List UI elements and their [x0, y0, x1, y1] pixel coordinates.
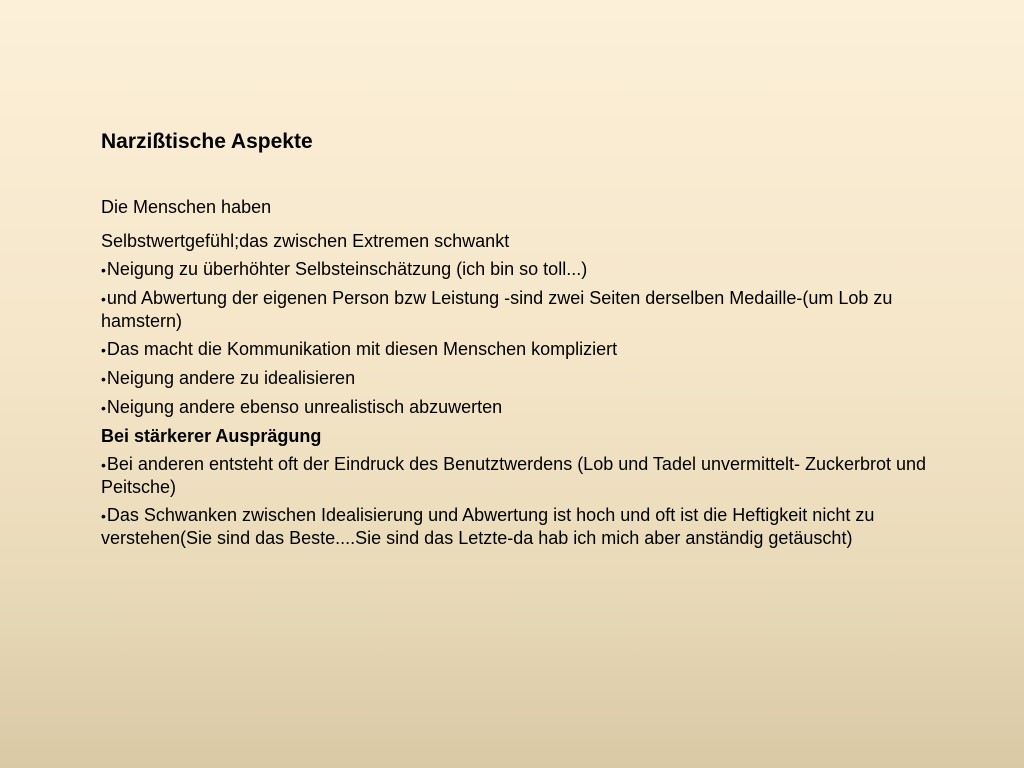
text-line: Selbstwertgefühl;das zwischen Extremen schwankt — [101, 231, 510, 251]
bullet-item: • Neigung andere zu idealisieren — [101, 367, 971, 390]
bullet-item: • und Abwertung der eigenen Person bzw Leistung -sind zwei Seiten derselben Medaille-(um Lob zu hamstern) — [101, 287, 971, 332]
slide-content — [101, 128, 971, 555]
section-heading: Bei stärkerer Ausprägung — [101, 426, 322, 446]
bullet-item: • Bei anderen entsteht oft der Eindruck des Benutztwerdens (Lob und Tadel unvermittelt- Zuckerbrot und Peitsche) — [101, 453, 971, 498]
intro-line: Die Menschen haben — [101, 197, 272, 217]
bullet-item: • Das macht die Kommunikation mit diesen Menschen kompliziert — [101, 338, 971, 361]
bullet-item: • Neigung andere ebenso unrealistisch abzuwerten — [101, 396, 971, 419]
bullet-item: • Das Schwanken zwischen Idealisierung und Abwertung ist hoch und oft ist die Heftigkeit nicht zu verstehen(Sie sind das Beste....Sie sind das Letzte-da hab ich mich aber anständig getäuscht) — [101, 504, 971, 549]
bullet-item: • Neigung zu überhöhter Selbsteinschätzung (ich bin so toll...) — [101, 258, 971, 281]
slide-title: Narzißtische Aspekte — [101, 130, 313, 153]
